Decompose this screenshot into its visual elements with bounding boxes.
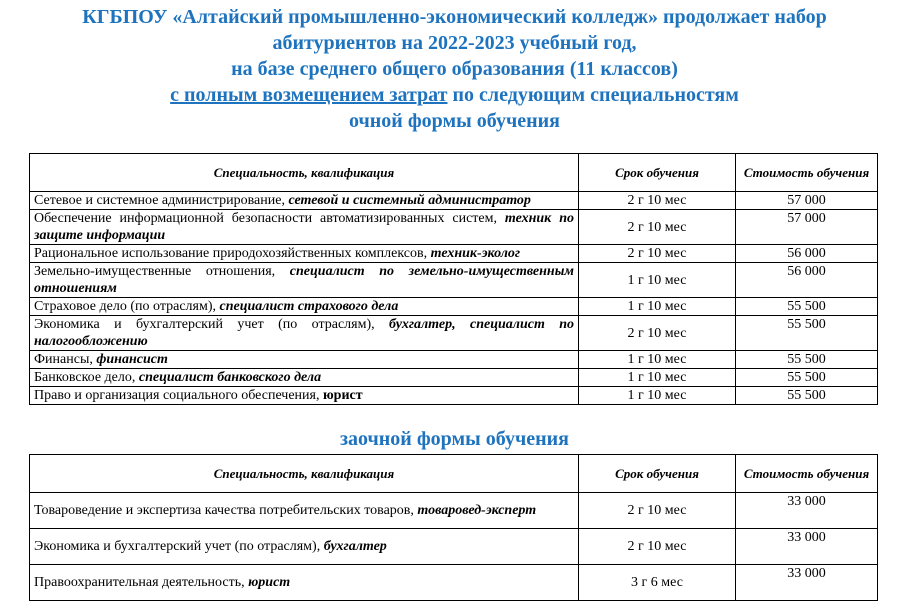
specialty-name: Рациональное использование природохозяйственных комплексов,	[34, 246, 431, 261]
table-row	[30, 565, 878, 601]
specialty-name: Право и организация социального обеспечения,	[34, 388, 323, 403]
qualification-name: техник по защите информации	[34, 211, 574, 243]
parttime-table	[29, 454, 878, 601]
study-term-cell: 2 г 10 мес	[579, 192, 736, 210]
study-term-cell: 2 г 10 мес	[579, 529, 736, 565]
table-row	[30, 369, 878, 387]
heading-line-3: на базе среднего общего образования (11 классов)	[231, 58, 678, 80]
tuition-cost-cell: 55 500	[736, 298, 878, 316]
specialty-cell	[30, 210, 579, 245]
qualification-name: техник-эколог	[430, 246, 521, 261]
specialty-cell	[30, 263, 579, 298]
specialty-cell	[30, 298, 579, 316]
study-term-cell: 2 г 10 мес	[579, 210, 736, 245]
heading-underlined-text: с полным возмещением затрат	[170, 84, 448, 106]
study-term-cell: 1 г 10 мес	[579, 351, 736, 369]
specialty-name: Обеспечение информационной безопасности автоматизированных систем,	[34, 211, 505, 226]
qualification-name: специалист банковского дела	[138, 370, 322, 385]
study-term-cell: 2 г 10 мес	[579, 245, 736, 263]
study-term-cell: 2 г 10 мес	[579, 316, 736, 351]
table-row	[30, 245, 878, 263]
specialty-name: Товароведение и экспертиза качества потребительских товаров,	[34, 503, 418, 518]
specialty-cell	[30, 245, 579, 263]
qualification-name: сетевой и системный администратор	[288, 193, 531, 208]
tuition-cost-cell: 55 500	[736, 316, 878, 351]
specialty-cell	[30, 192, 579, 210]
specialty-cell	[30, 351, 579, 369]
column-header-cost: Стоимость обучения	[736, 154, 878, 192]
tuition-cost-cell: 57 000	[736, 210, 878, 245]
study-term-cell: 1 г 10 мес	[579, 263, 736, 298]
tuition-cost-cell: 33 000	[736, 565, 878, 601]
table-row	[30, 529, 878, 565]
tuition-cost-cell: 55 500	[736, 351, 878, 369]
study-term-cell: 1 г 10 мес	[579, 369, 736, 387]
specialty-cell	[30, 316, 579, 351]
table-row	[30, 493, 878, 529]
qualification-name: финансист	[96, 352, 168, 367]
heading-line-4	[0, 82, 909, 108]
table-row	[30, 316, 878, 351]
specialty-cell	[30, 493, 579, 529]
fulltime-table	[29, 153, 878, 405]
specialty-cell	[30, 387, 579, 405]
parttime-header-row	[30, 455, 878, 493]
study-term-cell: 2 г 10 мес	[579, 493, 736, 529]
qualification-name: специалист по земельно-имущественным отношениям	[34, 264, 574, 296]
specialty-name: Банковское дело,	[34, 370, 139, 385]
qualification-name: юрист	[248, 575, 291, 590]
qualification-name: бухгалтер, специалист по налогообложению	[34, 317, 575, 349]
specialty-cell	[30, 369, 579, 387]
specialty-cell	[30, 565, 579, 601]
qualification-name: специалист страхового дела	[219, 299, 399, 314]
tuition-cost-cell: 56 000	[736, 263, 878, 298]
column-header-term: Срок обучения	[579, 455, 736, 493]
qualification-name: бухгалтер	[323, 539, 387, 554]
specialty-name: Страховое дело (по отраслям),	[34, 299, 220, 314]
page-heading	[0, 4, 909, 134]
tuition-cost-cell: 55 500	[736, 387, 878, 405]
study-term-cell: 1 г 10 мес	[579, 387, 736, 405]
specialty-name: Финансы,	[34, 352, 97, 367]
heading-line-4-rest: по следующим специальностям	[447, 84, 739, 106]
table-row	[30, 263, 878, 298]
table-row	[30, 298, 878, 316]
heading-fulltime-title: очной формы обучения	[349, 110, 560, 132]
table-row	[30, 351, 878, 369]
column-header-spec: Специальность, квалификация	[30, 455, 579, 493]
specialty-cell	[30, 529, 579, 565]
column-header-spec: Специальность, квалификация	[30, 154, 579, 192]
parttime-title: заочной формы обучения	[339, 428, 569, 450]
heading-line-2: абитуриентов на 2022-2023 учебный год,	[272, 32, 637, 54]
tuition-cost-cell: 33 000	[736, 529, 878, 565]
specialty-name: Сетевое и системное администрирование,	[34, 193, 289, 208]
qualification-name: товаровед-эксперт	[417, 503, 537, 518]
specialty-name: Экономика и бухгалтерский учет (по отраслям),	[34, 539, 324, 554]
qualification-name: юрист	[322, 388, 363, 403]
tuition-cost-cell: 33 000	[736, 493, 878, 529]
table-row	[30, 210, 878, 245]
tuition-cost-cell: 55 500	[736, 369, 878, 387]
heading-line-1: КГБПОУ «Алтайский промышленно-экономический колледж» продолжает набор	[82, 6, 827, 28]
table-row	[30, 387, 878, 405]
fulltime-rows	[30, 192, 878, 405]
column-header-term: Срок обучения	[579, 154, 736, 192]
study-term-cell: 3 г 6 мес	[579, 565, 736, 601]
specialty-name: Экономика и бухгалтерский учет (по отраслям),	[34, 317, 389, 332]
specialty-name: Правоохранительная деятельность,	[34, 575, 249, 590]
tuition-cost-cell: 56 000	[736, 245, 878, 263]
parttime-rows	[30, 493, 878, 601]
table-row	[30, 192, 878, 210]
column-header-cost: Стоимость обучения	[736, 455, 878, 493]
specialty-name: Земельно-имущественные отношения,	[34, 264, 290, 279]
tuition-cost-cell: 57 000	[736, 192, 878, 210]
fulltime-header-row	[30, 154, 878, 192]
study-term-cell: 1 г 10 мес	[579, 298, 736, 316]
